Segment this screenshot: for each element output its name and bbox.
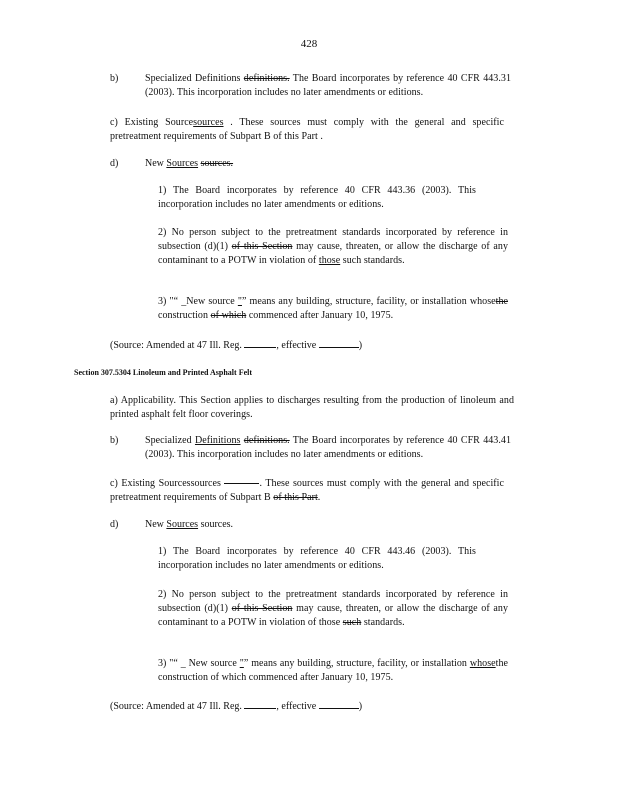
- s1-d3-text-3: construction: [158, 309, 211, 321]
- s2-b-paragraph: [145, 434, 511, 462]
- s1-d3-strike-2: of which: [210, 309, 247, 321]
- s1-source-note: (Source: Amended at 47 Ill. Reg. , effective ): [110, 340, 363, 351]
- s2-d3-underline-2: whose: [469, 658, 496, 669]
- s2-effective-blank: [319, 699, 359, 709]
- s1-d2-strike: of this Section: [231, 240, 293, 252]
- s1-d2-text-1: 2) No person subject to the pretreatment standards incorporated by reference in subsection (d)(1): [158, 227, 508, 252]
- s1-b-text-1: Specialized Definitions: [145, 73, 244, 84]
- s1-d3-text-1: 3) "“ _New source: [158, 296, 238, 307]
- s2-d3-paragraph: [158, 657, 508, 685]
- s2-d-text-1: New: [145, 519, 167, 530]
- s2-d3-text-1: 3) "“ _ New source: [158, 658, 240, 669]
- s1-d-underline: Sources: [166, 158, 199, 169]
- s2-d2-text-3: standards.: [361, 616, 405, 628]
- s2-source-note: (Source: Amended at 47 Ill. Reg. , effective ): [110, 701, 363, 712]
- s1-d2-text-3: such standards.: [340, 254, 405, 266]
- s2-b-label: b): [110, 435, 119, 446]
- s1-c-paragraph: [110, 116, 504, 144]
- s2-c-text-3: .: [317, 491, 321, 503]
- s1-reg-blank: [244, 338, 276, 348]
- s2-b-underline: Definitions: [194, 435, 241, 446]
- s1-c-text-2: . These sources must comply with the general and specific pretreatment requirements of Subpart B of this Part .: [110, 117, 504, 142]
- s1-c-underline: sources: [193, 117, 224, 128]
- s1-d2-paragraph: [158, 226, 508, 267]
- section-heading: Section 307.5304 Linoleum and Printed Asphalt Felt: [74, 368, 253, 377]
- s2-source-text-2: , effective: [276, 701, 317, 712]
- s1-c-text-1: c) Existing Source: [110, 117, 194, 128]
- s2-d2-text-1: 2) No person subject to the pretreatment standards incorporated by reference in subsection (d)(1): [158, 589, 508, 614]
- s2-c-paragraph: [110, 477, 504, 505]
- s2-d3-text-3: the construction of which commenced after January 10, 1975.: [158, 658, 509, 683]
- s2-d2-paragraph: [158, 588, 508, 629]
- s2-c-strike-line: [224, 483, 259, 484]
- s2-d1-paragraph: 1) The Board incorporates by reference 40 CFR 443.46 (2003). This incorporation includes no later amendments or editions.: [158, 546, 476, 571]
- s2-b-strike: definitions.: [243, 435, 290, 446]
- s1-d3-strike-1: the: [495, 296, 509, 307]
- s1-b-strike: definitions.: [243, 73, 290, 84]
- s2-b-text-1: Specialized: [145, 435, 195, 446]
- s2-a-paragraph: a) Applicability. This Section applies to discharges resulting from the production of linoleum and printed asphalt felt floor coverings.: [110, 395, 514, 420]
- s1-source-text-1: (Source: Amended at 47 Ill. Reg.: [110, 340, 242, 351]
- s2-d2-strike-1: of this Section: [231, 602, 293, 614]
- s1-b-paragraph: [145, 72, 511, 100]
- s1-d3-text-2: ” means any building, structure, facility, or installation whose: [241, 296, 496, 307]
- s1-d2-text-2: may cause, threaten, or allow the discharge of any contaminant to a POTW in violation of: [158, 240, 509, 266]
- s1-d-label: d): [110, 158, 119, 169]
- s2-d-label: d): [110, 519, 119, 530]
- s1-d-heading: [145, 157, 233, 171]
- s1-d1-paragraph: 1) The Board incorporates by reference 40 CFR 443.36 (2003). This incorporation includes no later amendments or editions.: [158, 185, 476, 210]
- s2-d-text-2: sources.: [198, 519, 234, 530]
- s1-source-text-2: , effective: [276, 340, 317, 351]
- s2-c-text-2: . These sources must comply with the general and specific pretreatment requirements of Subpart B: [110, 478, 504, 503]
- s2-b-text-2: The Board incorporates by reference 40 CFR 443.41 (2003). This incorporation includes no later amendments or editions.: [145, 435, 511, 460]
- s1-b-label: b): [110, 73, 119, 84]
- s2-d-heading: [145, 518, 233, 532]
- s1-d-strike: sources.: [200, 158, 234, 169]
- s2-d2-strike-2: such: [342, 616, 362, 628]
- s2-c-text-1: c) Existing Sourcessources: [110, 478, 221, 489]
- s1-b-text-2: The Board incorporates by reference 40 CFR 443.31 (2003). This incorporation includes no later amendments or editions.: [145, 73, 511, 98]
- s2-d3-underline: ": [239, 658, 244, 669]
- s1-d3-paragraph: [158, 295, 508, 323]
- page-number: 428: [300, 38, 318, 50]
- s1-effective-blank: [319, 338, 359, 348]
- s1-d3-text-4: commenced after January 10, 1975.: [246, 309, 394, 321]
- s2-source-text-1: (Source: Amended at 47 Ill. Reg.: [110, 701, 242, 712]
- s1-d3-underline: ": [237, 296, 242, 307]
- s2-d-underline: Sources: [166, 519, 199, 530]
- s2-c-strike: of this Part: [273, 491, 318, 503]
- s2-d3-text-2: ” means any building, structure, facility, or installation: [243, 658, 470, 669]
- s2-d2-text-2: may cause, threaten, or allow the discharge of any contaminant to a POTW in violation of those: [158, 602, 509, 628]
- s1-d-text-1: New: [145, 158, 167, 169]
- s1-d2-underline: those: [318, 254, 341, 266]
- s2-reg-blank: [244, 699, 276, 709]
